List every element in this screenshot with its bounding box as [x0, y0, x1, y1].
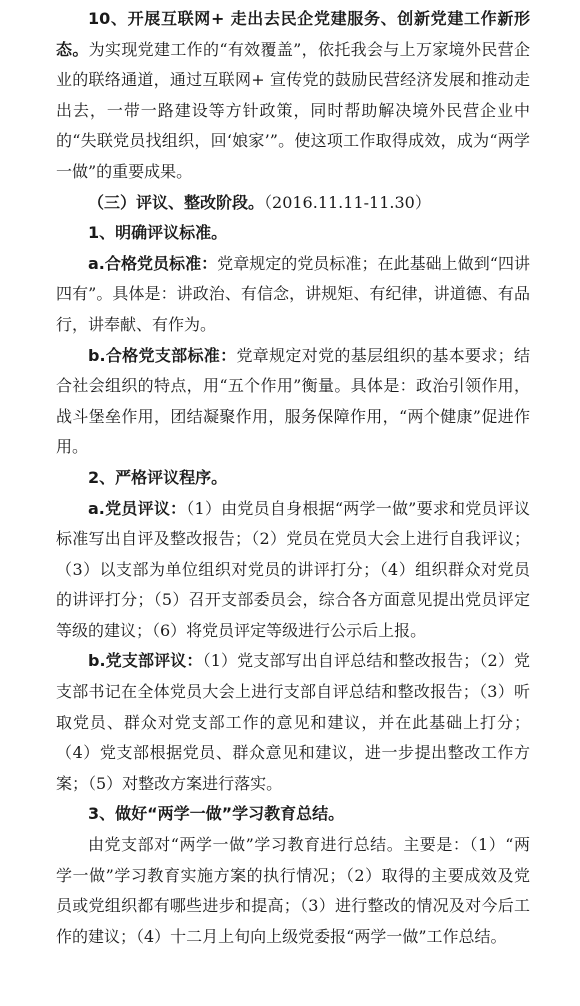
- item-10-title: 10、开展互联网+ 走出去民企党建服务、创新党建工作新形态。: [56, 9, 530, 59]
- sub-2-a-paragraph: [56, 494, 530, 647]
- item-10-paragraph: [56, 4, 530, 188]
- item-10-body: 为实现党建工作的“有效覆盖”，依托我会与上万家境外民营企业的联络通道，通过互联网+ 宣传党的鼓励民营经济发展和推动走出去，一带一路建设等方针政策，同时帮助解决境外民营企业中的“失联党员找组织，回‘娘家’”。使这项工作取得成效，成为“两学一做”的重要成果。: [56, 39, 530, 181]
- sub-2-b-paragraph: [56, 646, 530, 799]
- sub-2-b-body: （1）党支部写出自评总结和整改报告；（2）党支部书记在全体党员大会上进行支部自评总结和整改报告；（3）听取党员、群众对党支部工作的意见和建议，并在此基础上打分；（4）党支部根据党员、群众意见和建议，进一步提出整改工作方案；（5）对整改方案进行落实。: [56, 651, 530, 793]
- sub-2-a-body: （1）由党员自身根据“两学一做”要求和党员评议标准写出自评及整改报告；（2）党员在党员大会上进行自我评议；（3）以支部为单位组织对党员的讲评打分；（4）组织群众对党员的讲评打分；（5）召开支部委员会，综合各方面意见提出党员评定等级的建议；（6）将党员评定等级进行公示后上报。: [56, 498, 530, 640]
- section-3-heading: [56, 188, 530, 219]
- sub-1-a-label: a.合格党员标准：: [88, 253, 218, 273]
- sub-1-a-paragraph: [56, 249, 530, 341]
- sub-2-a-label: a.党员评议：: [88, 498, 187, 518]
- sub-1-b-label: b.合格党支部标准：: [88, 345, 237, 365]
- sub-3-paragraph: 由党支部对“两学一做”学习教育进行总结。主要是：（1）“两学一做”学习教育实施方案的执行情况；（2）取得的主要成效及党员或党组织都有哪些进步和提高；（3）进行整改的情况及对今后工作的建议；（4）十二月上旬向上级党委报“两学一做”工作总结。: [56, 835, 530, 946]
- sub-1-b-paragraph: [56, 341, 530, 463]
- section-3-title: （三）评议、整改阶段。: [88, 192, 265, 212]
- sub-3-heading: 3、做好“两学一做”学习教育总结。: [88, 804, 345, 824]
- sub-1-b-body: 党章规定对党的基层组织的基本要求；结合社会组织的特点，用“五个作用”衡量。具体是：政治引领作用，战斗堡垒作用，团结凝聚作用，服务保障作用，“两个健康”促进作用。: [56, 345, 530, 457]
- sub-1-a-body: 党章规定的党员标准；在此基础上做到“四讲四有”。具体是：讲政治、有信念，讲规矩、有纪律，讲道德、有品行，讲奉献、有作为。: [56, 253, 530, 334]
- sub-1-heading: 1、明确评议标准。: [88, 223, 228, 243]
- section-3-dates: （2016.11.11-11.30）: [264, 192, 431, 212]
- sub-2-heading: 2、严格评议程序。: [88, 467, 228, 487]
- sub-2-b-label: b.党支部评议：: [88, 651, 203, 671]
